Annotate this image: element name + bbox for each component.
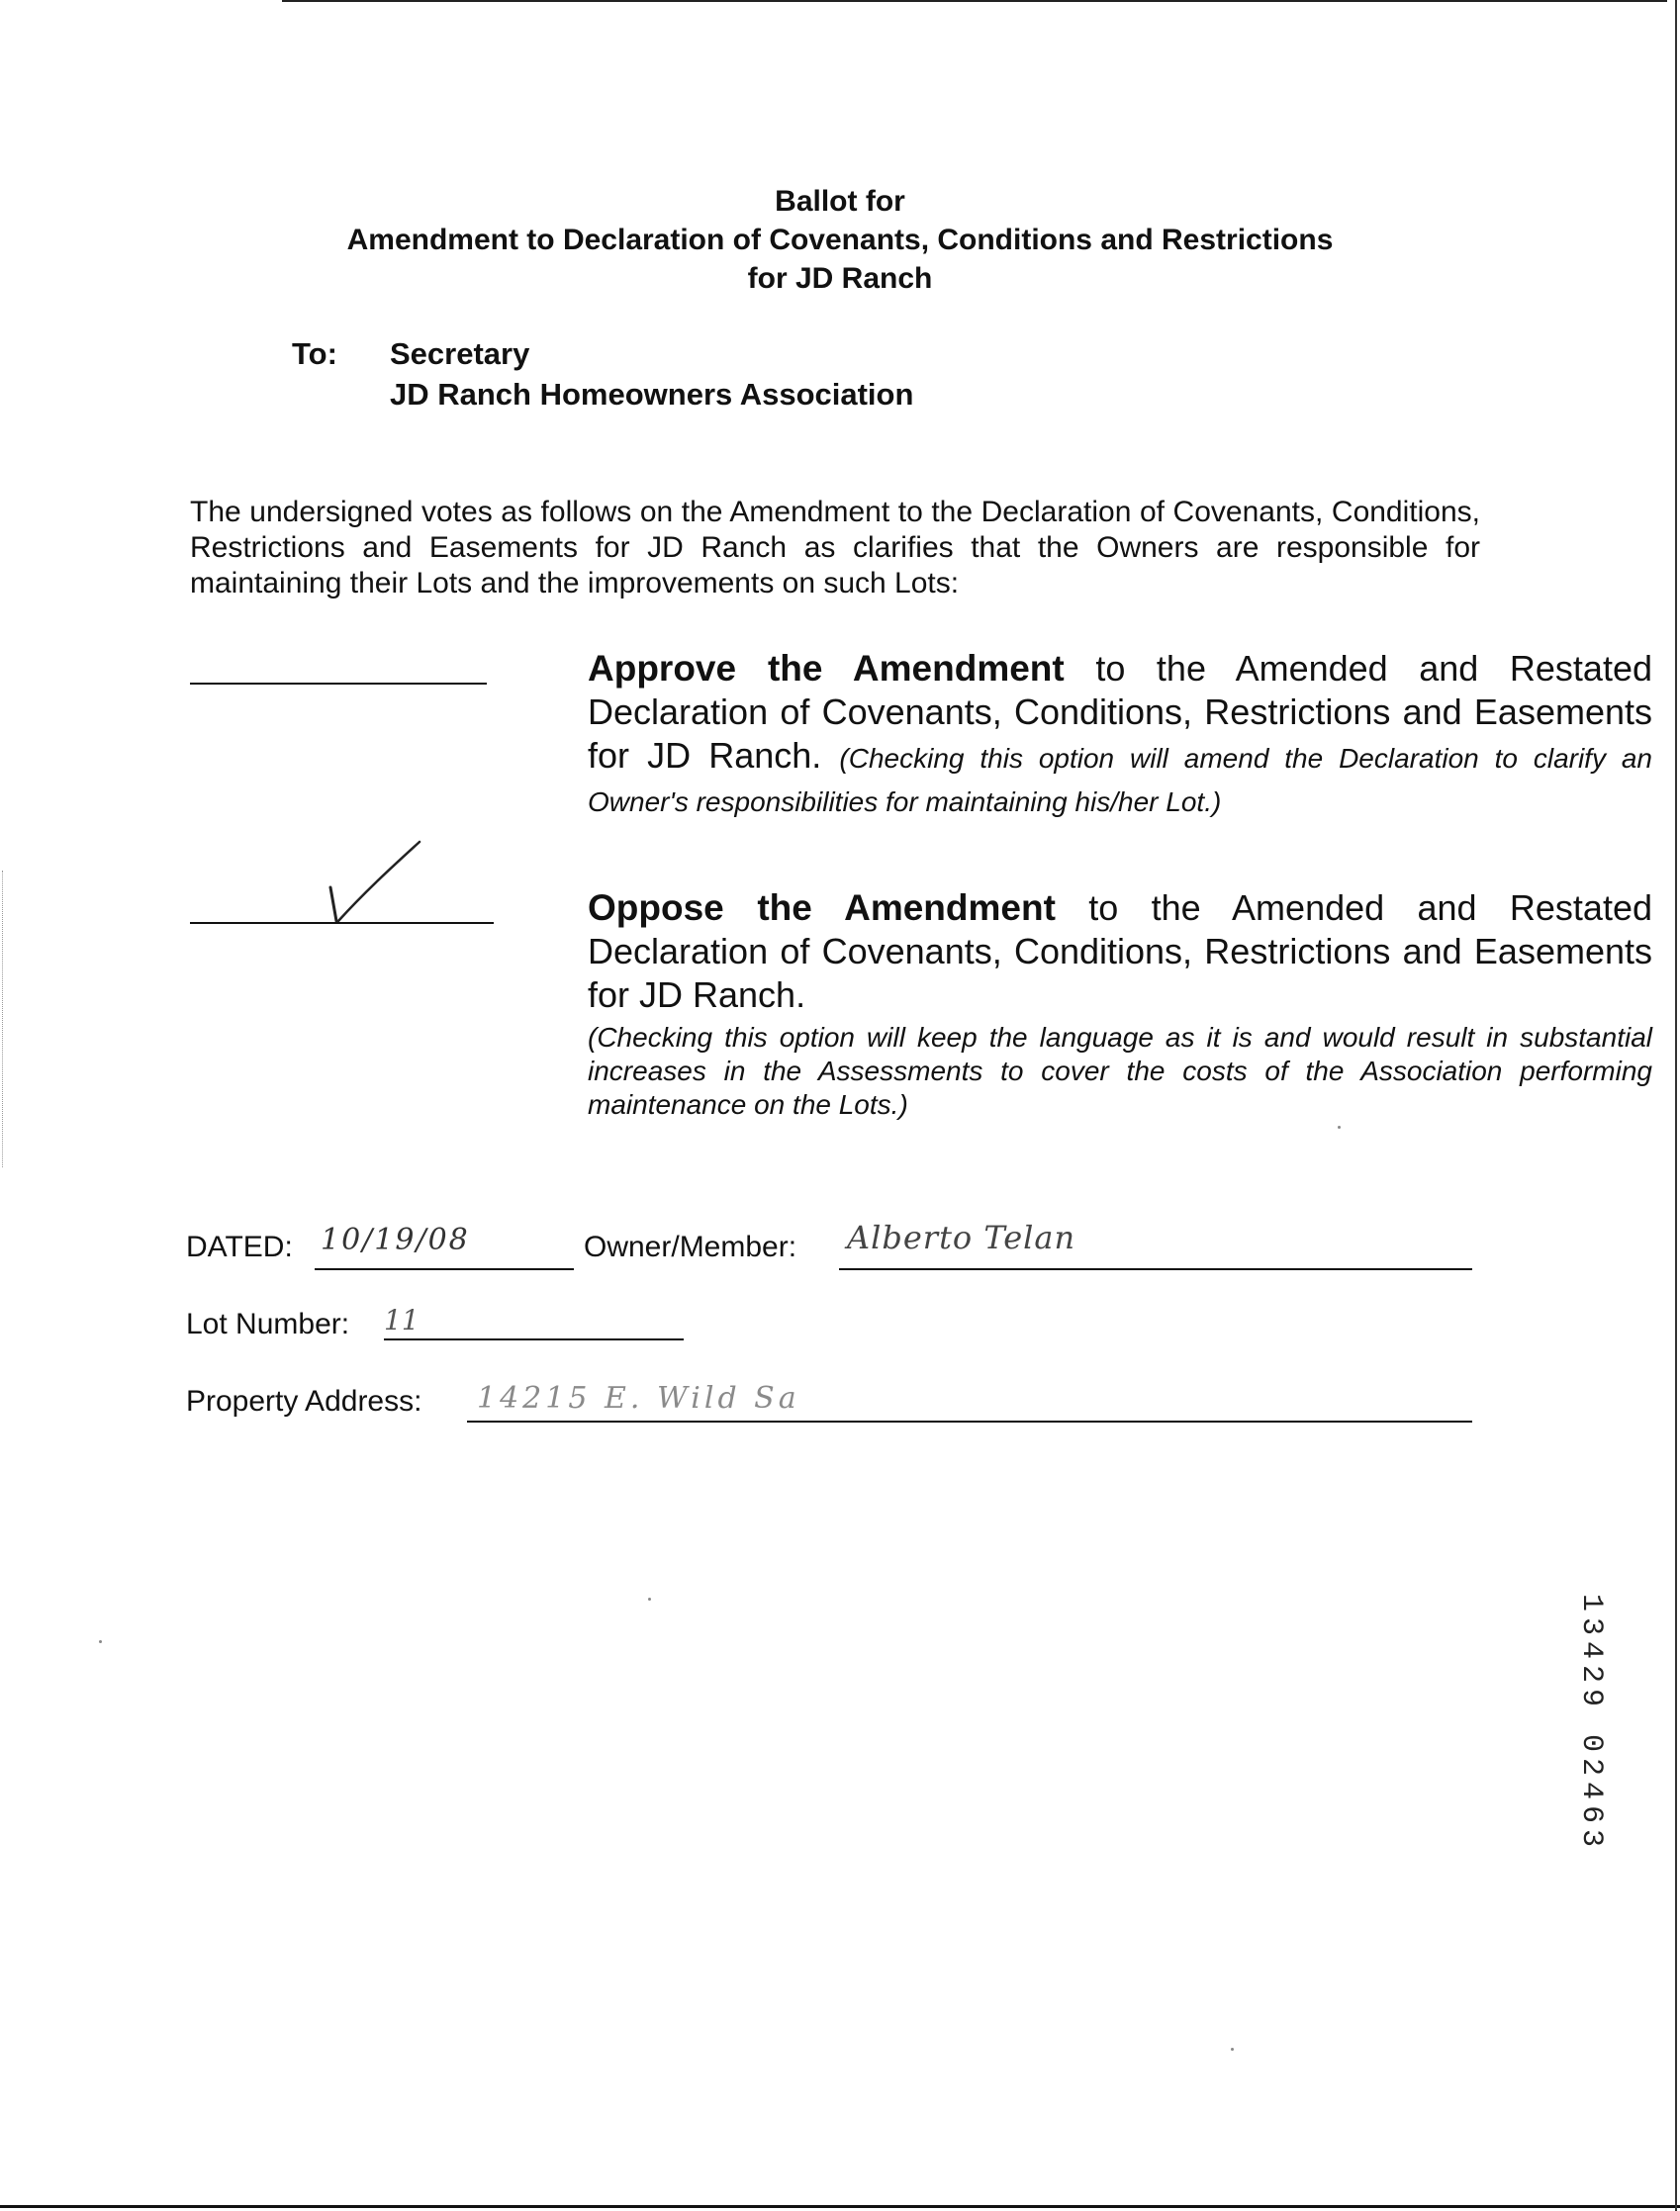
document-title-line-2: Amendment to Declaration of Covenants, Conditions and Restrictions [346,224,1334,256]
stamp-digit: 3 [1574,1616,1608,1635]
owner-member-field[interactable] [839,1268,1472,1270]
scan-edge-bottom [0,2205,1680,2208]
stamp-digit: 0 [1574,1733,1608,1752]
scan-edge-left [2,871,4,1167]
stamp-digit: 9 [1574,1688,1608,1706]
stamp-digit: 6 [1574,1804,1608,1823]
stamp-part-1 [1573,1591,1609,1709]
document-id-stamp [1573,1591,1609,1850]
stamp-part-2 [1573,1731,1609,1850]
lot-number-field[interactable] [384,1338,684,1340]
approve-option [588,647,1652,821]
approve-vote-blank[interactable] [190,683,487,685]
addressee-recipient: Secretary [390,336,530,371]
scan-speck [1231,2048,1234,2051]
stamp-digit: 2 [1574,1664,1608,1683]
scan-edge-top [282,0,1667,2]
scan-speck [648,1598,651,1601]
lot-number-label: Lot Number: [186,1308,350,1340]
property-address-label: Property Address: [186,1385,422,1418]
scan-speck [1338,1126,1341,1129]
stamp-digit: 3 [1574,1828,1608,1847]
document-title-line-1: Ballot for [775,185,905,218]
stamp-digit: 2 [1574,1757,1608,1776]
stamp-digit: 4 [1574,1640,1608,1659]
intro-paragraph: The undersigned votes as follows on the Amendment to the Declaration of Covenants, Conditions, Restrictions and Easements for JD Ranch as clarifies that the Owners are responsible for maintaining their Lots and the improvements on such Lots: [190,496,1480,599]
lot-number-value: 11 [384,1304,420,1336]
dated-field[interactable] [315,1268,574,1270]
approve-option-note: (Checking this option will amend the Declaration to clarify an Owner's responsibilities for maintaining his/her Lot.) [588,743,1652,817]
oppose-option [588,886,1652,1122]
checkmark-icon [317,836,445,925]
stamp-digit: 4 [1574,1781,1608,1799]
dated-value: 10/19/08 [321,1223,470,1257]
oppose-vote-blank[interactable] [190,922,494,924]
property-address-value: 14215 E. Wild Sa [477,1381,800,1416]
approve-option-text: to the Amended and Restated Declaration of Covenants, Conditions, Restrictions and Easements for JD Ranch. [588,648,1652,776]
addressee-association: JD Ranch Homeowners Association [390,377,914,412]
to-label: To: [292,336,337,371]
document-title-line-3: for JD Ranch [747,262,933,295]
stamp-digit: 1 [1574,1593,1608,1612]
property-address-field[interactable] [467,1421,1472,1423]
approve-option-heading: Approve the Amendment [588,648,1065,689]
owner-member-signature: Alberto Telan [847,1219,1076,1256]
oppose-option-note: (Checking this option will keep the language as it is and would result in substantial increases in the Assessments to cover the costs of the Association performing maintenance on the Lots.) [588,1022,1652,1120]
scan-speck [99,1640,102,1643]
dated-label: DATED: [186,1231,293,1263]
scan-edge-right [1675,0,1677,2211]
owner-member-label: Owner/Member: [584,1231,797,1263]
oppose-option-heading: Oppose the Amendment [588,887,1056,928]
oppose-option-text: to the Amended and Restated Declaration of Covenants, Conditions, Restrictions and Easements for JD Ranch. [588,887,1652,1015]
